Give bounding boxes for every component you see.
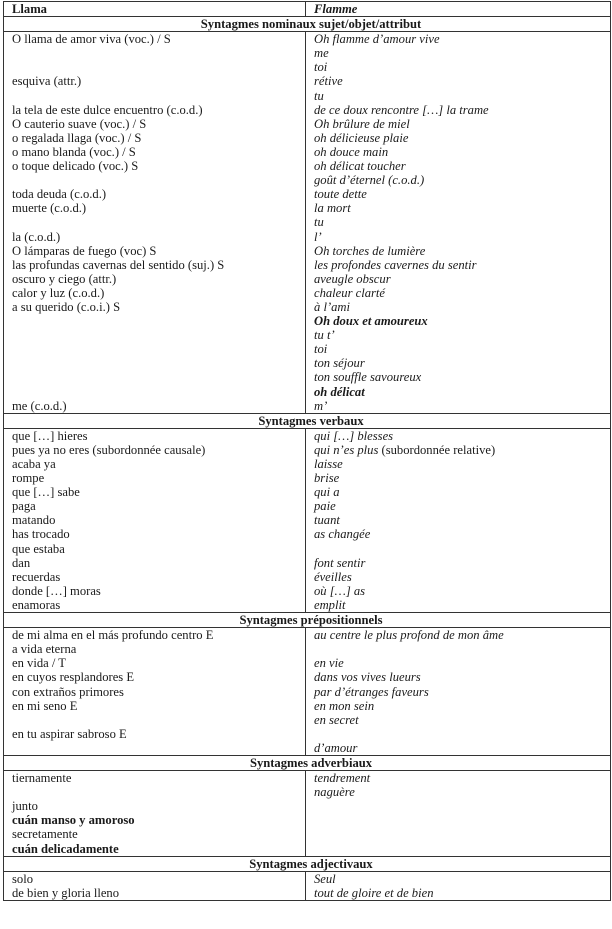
flamme-line: qui […] blesses — [314, 428, 394, 443]
flamme-line: oh douce main — [314, 144, 389, 159]
section-title: Syntagmes adjectivaux — [4, 856, 611, 871]
llama-line: O cauterio suave (voc.) / S — [12, 116, 147, 131]
llama-line — [12, 314, 305, 328]
llama-line: O lámparas de fuego (voc) S — [12, 243, 157, 258]
flamme-phrase: qui n’es plus — [314, 442, 379, 457]
llama-line: con extraños primores — [12, 684, 124, 699]
flamme-line: oh délicat — [314, 384, 365, 399]
section-title: Syntagmes nominaux sujet/objet/attribut — [4, 17, 611, 32]
llama-line — [12, 356, 305, 370]
llama-line: oscuro y ciego (attr.) — [12, 271, 117, 286]
llama-line: secretamente — [12, 827, 78, 842]
flamme-line: Oh flamme d’amour vive — [314, 32, 440, 47]
flamme-line — [314, 799, 610, 813]
llama-line: de bien y gloria lleno — [12, 885, 120, 900]
llama-line: la tela de este dulce encuentro (c.o.d.) — [12, 102, 203, 117]
flamme-line: me — [314, 46, 329, 61]
flamme-column — [306, 32, 611, 414]
section-header-adjectivaux — [4, 856, 611, 871]
llama-line — [12, 173, 305, 187]
llama-line: de mi alma en el más profundo centro E — [12, 628, 214, 643]
flamme-line: en mon sein — [314, 698, 375, 713]
flamme-line: laisse — [314, 457, 343, 471]
llama-line — [12, 370, 305, 384]
flamme-column — [306, 628, 611, 756]
section-title: Syntagmes verbaux — [4, 413, 611, 428]
flamme-line: Seul — [314, 871, 336, 886]
flamme-line: Oh brûlure de miel — [314, 116, 410, 131]
flamme-line: tendrement — [314, 771, 371, 786]
section-body-verbaux — [4, 428, 611, 612]
flamme-line: brise — [314, 471, 340, 486]
llama-column — [4, 771, 306, 857]
llama-line: en vida / T — [12, 656, 66, 671]
flamme-line: tu — [314, 88, 324, 103]
flamme-line — [314, 443, 610, 457]
flamme-line — [314, 727, 610, 741]
llama-column — [4, 628, 306, 756]
llama-line — [12, 713, 305, 727]
llama-line: que […] hieres — [12, 428, 88, 443]
flamme-line: aveugle obscur — [314, 271, 391, 286]
section-header-adverbiaux — [4, 755, 611, 770]
llama-line — [12, 741, 305, 755]
header-row — [4, 2, 611, 17]
header-flamme: Flamme — [306, 2, 611, 17]
llama-line: paga — [12, 499, 36, 514]
llama-line: en cuyos resplandores E — [12, 670, 135, 685]
llama-line — [12, 328, 305, 342]
llama-line: o toque delicado (voc.) S — [12, 159, 139, 174]
flamme-gloss: (subordonnée relative) — [378, 442, 496, 457]
flamme-line: m’ — [314, 398, 328, 413]
section-body-adverbiaux — [4, 771, 611, 857]
llama-line: dan — [12, 555, 31, 570]
flamme-line — [314, 813, 610, 827]
section-body-prepositionnels — [4, 628, 611, 756]
flamme-line: l’ — [314, 229, 322, 244]
llama-line: o regalada llaga (voc.) / S — [12, 130, 142, 145]
flamme-column — [306, 771, 611, 857]
llama-line — [12, 60, 305, 74]
llama-line: junto — [12, 799, 38, 814]
llama-line — [12, 342, 305, 356]
flamme-line: ton séjour — [314, 356, 365, 371]
flamme-line: tout de gloire et de bien — [314, 885, 434, 900]
llama-column — [4, 428, 306, 612]
flamme-line: chaleur clarté — [314, 285, 385, 300]
flamme-line: à l’ami — [314, 299, 351, 314]
flamme-line: en secret — [314, 712, 359, 727]
llama-line — [12, 215, 305, 229]
flamme-line: oh délicieuse plaie — [314, 130, 409, 145]
llama-column — [4, 32, 306, 414]
flamme-line: d’amour — [314, 740, 358, 755]
flamme-line: au centre le plus profond de mon âme — [314, 628, 504, 643]
llama-line: solo — [12, 871, 33, 886]
flamme-line: rétive — [314, 74, 343, 89]
flamme-line: goût d’éternel (c.o.d.) — [314, 173, 425, 188]
section-header-verbaux — [4, 413, 611, 428]
flamme-line: ton souffle savoureux — [314, 370, 422, 385]
llama-column — [4, 871, 306, 900]
llama-line: que […] sabe — [12, 485, 80, 500]
section-title: Syntagmes prépositionnels — [4, 613, 611, 628]
flamme-line: tu — [314, 215, 324, 230]
llama-line: tiernamente — [12, 771, 72, 786]
flamme-line — [314, 642, 610, 656]
llama-line: matando — [12, 513, 56, 528]
llama-line: esquiva (attr.) — [12, 74, 82, 89]
llama-line: a su querido (c.o.i.) S — [12, 299, 121, 314]
flamme-line: en vie — [314, 656, 344, 671]
header-llama: Llama — [4, 2, 306, 17]
llama-line: en tu aspirar sabroso E — [12, 726, 127, 741]
flamme-line: tu t’ — [314, 328, 335, 343]
flamme-line: naguère — [314, 785, 355, 800]
llama-line — [12, 785, 305, 799]
llama-line: a vida eterna — [12, 642, 77, 657]
llama-line — [12, 46, 305, 60]
flamme-line: emplit — [314, 597, 346, 612]
flamme-line: de ce doux rencontre […] la trame — [314, 102, 489, 117]
flamme-line: font sentir — [314, 555, 366, 570]
flamme-line: as changée — [314, 527, 371, 542]
section-body-adjectivaux — [4, 871, 611, 900]
flamme-line — [314, 827, 610, 841]
flamme-line: où […] as — [314, 583, 366, 598]
flamme-line: toute dette — [314, 187, 367, 202]
llama-line — [12, 385, 305, 399]
llama-line — [12, 89, 305, 103]
llama-line: las profundas cavernas del sentido (suj.) S — [12, 257, 225, 272]
flamme-line: dans vos vives lueurs — [314, 670, 421, 685]
flamme-line: par d’étranges faveurs — [314, 684, 429, 699]
flamme-line: toi — [314, 60, 328, 75]
section-body-nominaux — [4, 32, 611, 414]
flamme-column — [306, 871, 611, 900]
llama-line: muerte (c.o.d.) — [12, 201, 87, 216]
llama-line: recuerdas — [12, 569, 61, 584]
llama-line: enamoras — [12, 597, 61, 612]
llama-line: en mi seno E — [12, 698, 78, 713]
llama-line: has trocado — [12, 527, 70, 542]
flamme-line: éveilles — [314, 569, 352, 584]
flamme-line — [314, 842, 610, 856]
flamme-line: la mort — [314, 201, 351, 216]
llama-line: donde […] moras — [12, 583, 101, 598]
flamme-column — [306, 428, 611, 612]
flamme-line: tuant — [314, 513, 340, 528]
flamme-line: Oh doux et amoureux — [314, 314, 428, 329]
flamme-line: toi — [314, 342, 328, 357]
section-title: Syntagmes adverbiaux — [4, 755, 611, 770]
section-header-prepositionnels — [4, 613, 611, 628]
section-header-nominaux — [4, 17, 611, 32]
llama-line: calor y luz (c.o.d.) — [12, 285, 105, 300]
llama-line: cuán manso y amoroso — [12, 813, 135, 828]
llama-line: que estaba — [12, 541, 65, 556]
flamme-line: qui a — [314, 485, 340, 500]
llama-line: o mano blanda (voc.) / S — [12, 144, 136, 159]
translation-comparison-table — [3, 1, 611, 901]
llama-line: acaba ya — [12, 457, 56, 471]
llama-line: me (c.o.d.) — [12, 398, 67, 413]
flamme-line — [314, 542, 610, 556]
llama-line: pues ya no eres (subordonnée causale) — [12, 442, 206, 457]
flamme-line: oh délicat toucher — [314, 159, 406, 174]
flamme-line: Oh torches de lumière — [314, 243, 426, 258]
llama-line: la (c.o.d.) — [12, 229, 61, 244]
llama-line: toda deuda (c.o.d.) — [12, 187, 107, 202]
flamme-line: les profondes cavernes du sentir — [314, 257, 477, 272]
llama-line: cuán delicadamente — [12, 841, 119, 856]
llama-line: O llama de amor viva (voc.) / S — [12, 32, 171, 47]
llama-line: rompe — [12, 471, 45, 486]
flamme-line: paie — [314, 499, 336, 514]
